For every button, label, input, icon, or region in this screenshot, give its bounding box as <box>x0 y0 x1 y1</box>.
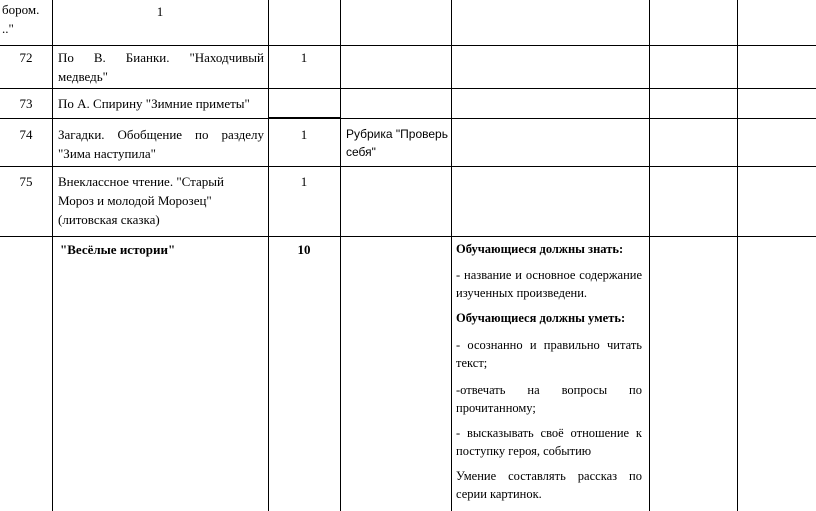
lesson-notes-line: себя" <box>346 145 376 159</box>
table-row <box>0 118 816 166</box>
can-item-line: - высказывать своё отношение к <box>456 426 642 440</box>
skill-item <box>456 467 642 503</box>
can-item-line: поступку героя, событию <box>456 444 592 458</box>
lesson-title-line: По В. Бианки. "Находчивый <box>58 50 264 65</box>
lesson-title <box>58 125 264 163</box>
lesson-title <box>58 48 264 86</box>
table-row <box>0 45 816 88</box>
lesson-title-line: медведь" <box>58 69 108 84</box>
lesson-notes-line: Рубрика "Проверь <box>346 127 448 141</box>
lesson-title <box>2 0 50 38</box>
lesson-title-line: Внеклассное чтение. "Старый <box>58 174 224 189</box>
lesson-notes <box>346 125 450 161</box>
lesson-title-line: бором. <box>2 2 40 17</box>
lesson-title <box>58 172 264 229</box>
section-title: "Весёлые истории" <box>60 242 176 257</box>
table-row <box>0 166 816 236</box>
table-row <box>0 88 816 118</box>
section-hours: 10 <box>297 242 311 257</box>
lesson-title-line: .." <box>2 21 14 36</box>
can-item <box>456 381 642 417</box>
can-item-line: -отвечать на вопросы по <box>456 383 642 397</box>
lesson-hours: 1 <box>300 174 308 189</box>
can-item <box>456 336 642 372</box>
lesson-hours: 1 <box>300 50 308 65</box>
lesson-title-line: "Зима наступила" <box>58 146 156 161</box>
lesson-number: 72 <box>19 50 33 65</box>
lesson-number: 75 <box>19 174 33 189</box>
can-heading: Обучающиеся должны уметь: <box>456 311 626 325</box>
lesson-title-line: (литовская сказка) <box>58 212 160 227</box>
know-item-line: - название и основное содержание <box>456 268 642 282</box>
lesson-hours: 1 <box>300 127 308 142</box>
can-item-line: - осознанно и правильно читать <box>456 338 642 352</box>
know-item <box>456 266 642 302</box>
lesson-title: По А. Спирину "Зимние приметы" <box>58 96 250 111</box>
table-row <box>0 0 816 45</box>
lesson-hours: 1 <box>156 4 164 19</box>
lesson-title-line: Мороз и молодой Морозец" <box>58 193 212 208</box>
skill-item-line: серии картинок. <box>456 487 542 501</box>
know-heading: Обучающиеся должны знать: <box>456 242 624 256</box>
skill-item-line: Умение составлять рассказ по <box>456 469 642 483</box>
section-row <box>0 236 816 511</box>
lesson-number: 73 <box>19 96 33 111</box>
can-item-line: текст; <box>456 356 488 370</box>
lesson-number: 74 <box>19 127 33 142</box>
can-item <box>456 424 642 460</box>
know-item-line: изученных произведени. <box>456 286 588 300</box>
can-item-line: прочитанному; <box>456 401 536 415</box>
lesson-title-line: Загадки. Обобщение по разделу <box>58 127 264 142</box>
